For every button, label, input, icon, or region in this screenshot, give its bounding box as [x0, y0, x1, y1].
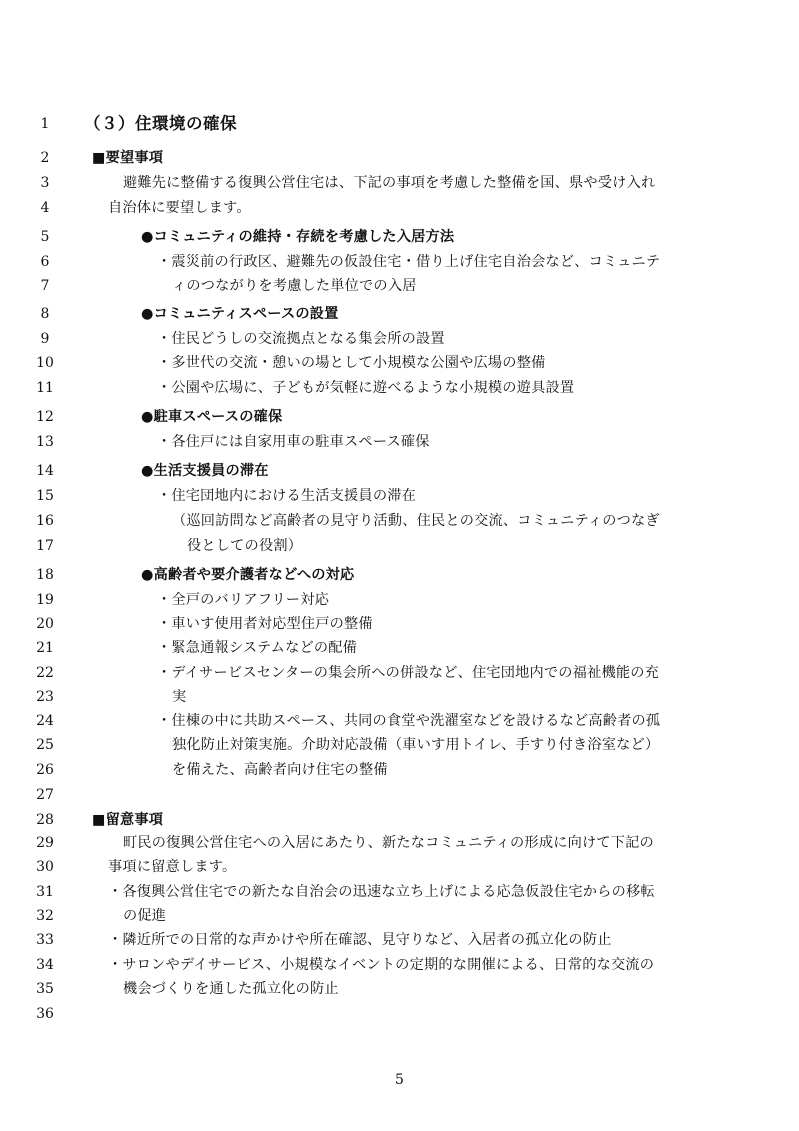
line-29 — [0, 831, 799, 855]
line-number: 12 — [36, 409, 54, 425]
line-number: 35 — [36, 981, 54, 997]
line-number: 22 — [36, 665, 54, 681]
paragraph-text: 自治体に要望します。 — [108, 200, 251, 216]
line-24 — [0, 709, 799, 733]
bullet-text: （巡回訪問など高齢者の見守り活動、住民との交流、コミュニティのつなぎ — [172, 513, 660, 529]
line-number: 11 — [36, 380, 54, 396]
bullet-text: ・住宅団地内における生活支援員の滞在 — [157, 488, 416, 504]
bullet-text: 機会づくりを通した孤立化の防止 — [123, 981, 339, 997]
bullet-text: ・サロンやデイサービス、小規模なイベントの定期的な開催による、日常的な交流の — [108, 957, 655, 973]
bullet-text: 実 — [172, 689, 187, 705]
paragraph-text: 避難先に整備する復興公営住宅は、下記の事項を考慮した整備を国、県や受け入れ — [123, 175, 656, 191]
bullet-text: ・隣近所での日常的な声かけや所在確認、見守りなど、入居者の孤立化の防止 — [108, 932, 612, 948]
line-21 — [0, 636, 799, 660]
line-1 — [0, 112, 799, 136]
line-number: 29 — [36, 835, 54, 851]
line-32 — [0, 904, 799, 928]
line-11 — [0, 376, 799, 400]
line-9 — [0, 327, 799, 351]
line-18 — [0, 563, 799, 587]
bullet-text: ィのつながりを考慮した単位での入居 — [172, 278, 417, 294]
paragraph-text: 事項に留意します。 — [108, 859, 237, 875]
line-6 — [0, 250, 799, 274]
line-3 — [0, 171, 799, 195]
line-4 — [0, 196, 799, 220]
item-heading: ●コミュニティスペースの設置 — [141, 306, 339, 322]
line-7 — [0, 274, 799, 298]
line-number: 4 — [40, 200, 50, 216]
bullet-text: ・公園や広場に、子どもが気軽に遊べるような小規模の遊具設置 — [157, 380, 575, 396]
bullet-text: ・多世代の交流・憩いの場として小規模な公園や広場の整備 — [157, 355, 546, 371]
line-27 — [0, 783, 799, 807]
paragraph-text: 町民の復興公営住宅への入居にあたり、新たなコミュニティの形成に向けて下記の — [123, 835, 654, 851]
line-8 — [0, 302, 799, 326]
line-5 — [0, 225, 799, 249]
line-20 — [0, 612, 799, 636]
bullet-text: 独化防止対策実施。介助対応設備（車いす用トイレ、手すり付き浴室など） — [172, 737, 660, 753]
line-number: 25 — [36, 737, 54, 753]
line-number: 9 — [40, 331, 50, 347]
line-23 — [0, 685, 799, 709]
line-13 — [0, 430, 799, 454]
page-number: 5 — [395, 1072, 404, 1088]
line-number: 21 — [36, 640, 54, 656]
line-number: 34 — [36, 957, 54, 973]
notes-heading: ■留意事項 — [92, 812, 164, 828]
line-number: 1 — [40, 116, 50, 132]
line-17 — [0, 534, 799, 558]
bullet-text: ・各住戸には自家用車の駐車スペース確保 — [157, 434, 430, 450]
line-number: 32 — [36, 908, 54, 924]
line-14 — [0, 459, 799, 483]
item-heading: ●駐車スペースの確保 — [141, 409, 283, 425]
bullet-text: ・緊急通報システムなどの配備 — [157, 640, 358, 656]
item-heading: ●高齢者や要介護者などへの対応 — [141, 567, 355, 583]
line-34 — [0, 953, 799, 977]
line-30 — [0, 855, 799, 879]
line-15 — [0, 484, 799, 508]
line-number: 23 — [36, 689, 54, 705]
line-number: 33 — [36, 932, 54, 948]
line-number: 10 — [36, 355, 54, 371]
line-number: 16 — [36, 513, 54, 529]
bullet-text: の促進 — [123, 908, 167, 924]
line-28 — [0, 808, 799, 832]
line-number: 24 — [36, 713, 54, 729]
section-title: （３）住環境の確保 — [84, 114, 237, 133]
line-number: 14 — [36, 463, 54, 479]
line-number: 26 — [36, 762, 54, 778]
line-number: 36 — [36, 1006, 54, 1022]
bullet-text: ・デイサービスセンターの集会所への併設など、住宅団地内での福祉機能の充 — [157, 665, 660, 681]
line-number: 5 — [40, 229, 50, 245]
line-35 — [0, 977, 799, 1001]
item-heading: ●コミュニティの維持・存続を考慮した入居方法 — [141, 229, 455, 245]
item-heading: ●生活支援員の滞在 — [141, 463, 269, 479]
line-number: 3 — [40, 175, 50, 191]
line-12 — [0, 405, 799, 429]
line-19 — [0, 588, 799, 612]
line-number: 6 — [40, 254, 50, 270]
line-22 — [0, 661, 799, 685]
line-25 — [0, 733, 799, 757]
line-10 — [0, 351, 799, 375]
line-number: 17 — [36, 538, 54, 554]
line-number: 19 — [36, 592, 54, 608]
requests-heading: ■要望事項 — [92, 150, 164, 166]
line-number: 2 — [40, 150, 50, 166]
line-number: 8 — [40, 306, 50, 322]
line-26 — [0, 758, 799, 782]
line-31 — [0, 880, 799, 904]
line-36 — [0, 1002, 799, 1026]
line-2 — [0, 146, 799, 170]
line-number: 30 — [36, 859, 54, 875]
line-16 — [0, 509, 799, 533]
bullet-text: ・住民どうしの交流拠点となる集会所の設置 — [157, 331, 445, 347]
line-number: 27 — [36, 787, 54, 803]
line-number: 20 — [36, 616, 54, 632]
bullet-text: ・震災前の行政区、避難先の仮設住宅・借り上げ住宅自治会など、コミュニテ — [157, 254, 661, 270]
line-number: 13 — [36, 434, 54, 450]
bullet-text: 役としての役割） — [187, 538, 303, 554]
bullet-text: ・住棟の中に共助スペース、共同の食堂や洗濯室などを設けるなど高齢者の孤 — [157, 713, 661, 729]
line-number: 31 — [36, 884, 54, 900]
bullet-text: を備えた、高齢者向け住宅の整備 — [172, 762, 388, 778]
bullet-text: ・全戸のバリアフリー対応 — [157, 592, 330, 608]
line-number: 28 — [36, 812, 54, 828]
line-number: 15 — [36, 488, 54, 504]
line-33 — [0, 928, 799, 952]
bullet-text: ・車いす使用者対応型住戸の整備 — [157, 616, 373, 632]
line-number: 18 — [36, 567, 54, 583]
bullet-text: ・各復興公営住宅での新たな自治会の迅速な立ち上げによる応急仮設住宅からの移転 — [108, 884, 655, 900]
line-number: 7 — [40, 278, 50, 294]
